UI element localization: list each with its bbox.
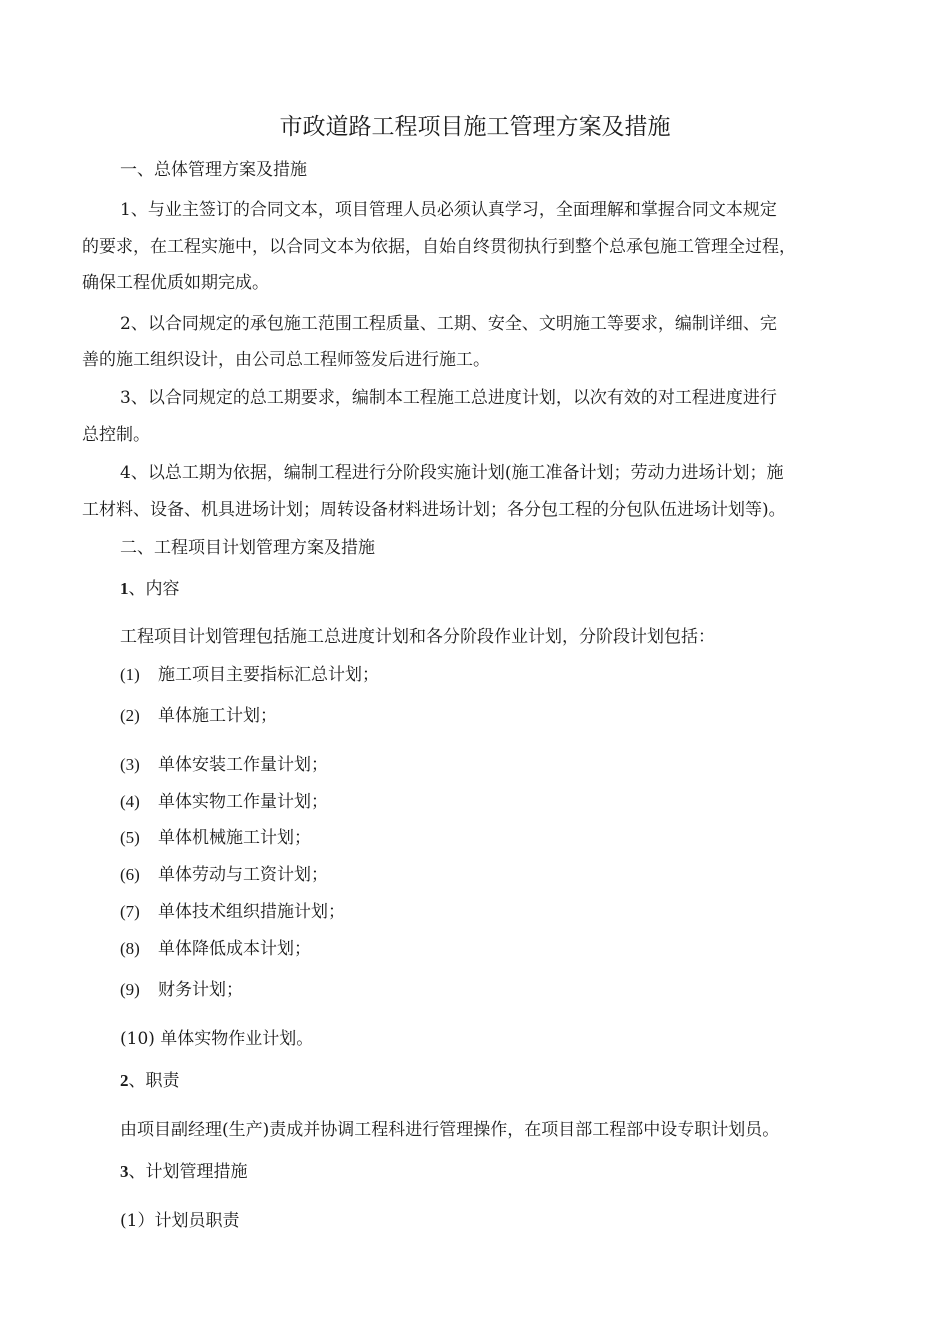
- paragraph-line: 工材料、设备、机具进场计划；周转设备材料进场计划；各分包工程的分包队伍进场计划等)。: [82, 500, 786, 520]
- subsection-number: 2: [120, 1071, 129, 1090]
- list-item-number: (8): [120, 939, 140, 958]
- list-item-text: 财务计划；: [158, 980, 243, 1000]
- paragraph-line: 2、以合同规定的承包施工范围工程质量、工期、安全、文明施工等要求，编制详细、完: [120, 314, 777, 334]
- list-item: [120, 663, 379, 687]
- paragraph-line: 确保工程优质如期完成。: [82, 273, 269, 293]
- list-item-number: (7): [120, 902, 140, 921]
- list-item: [120, 978, 243, 1002]
- list-item-text: 单体安装工作量计划；: [158, 755, 328, 775]
- sub-subsection-heading: (1）计划员职责: [120, 1211, 240, 1231]
- subsection-number: 1: [120, 579, 129, 598]
- list-item: [120, 704, 277, 728]
- list-item-text: 单体施工计划；: [158, 706, 277, 726]
- paragraph-line: 4、以总工期为依据，编制工程进行分阶段实施计划(施工准备计划；劳动力进场计划；施: [120, 463, 784, 483]
- paragraph-line: 善的施工组织设计，由公司总工程师签发后进行施工。: [82, 350, 490, 370]
- section-heading: 一、总体管理方案及措施: [120, 160, 307, 180]
- list-item-number: (1): [120, 665, 140, 684]
- subsection-number: 3: [120, 1162, 129, 1181]
- list-item: [120, 900, 345, 924]
- section-heading: 二、工程项目计划管理方案及措施: [120, 538, 375, 558]
- paragraph-line: 由项目副经理(生产)责成并协调工程科进行管理操作，在项目部工程部中设专职计划员。: [120, 1120, 780, 1140]
- subsection-title: 、内容: [128, 579, 180, 599]
- subsection-heading: [120, 1160, 248, 1184]
- list-item: [120, 937, 311, 961]
- list-item-number: (3): [120, 755, 140, 774]
- paragraph-line: 总控制。: [82, 425, 150, 445]
- subsection-title: 、计划管理措施: [128, 1162, 248, 1182]
- list-item-number: (2): [120, 706, 140, 725]
- paragraph-line: 工程项目计划管理包括施工总进度计划和各分阶段作业计划，分阶段计划包括：: [120, 627, 715, 647]
- list-item: [120, 790, 328, 814]
- subsection-title: 、职责: [128, 1071, 180, 1091]
- paragraph-line: 1、与业主签订的合同文本，项目管理人员必须认真学习，全面理解和掌握合同文本规定: [120, 200, 777, 220]
- list-item-number: (6): [120, 865, 140, 884]
- subsection-heading: [120, 577, 180, 601]
- page-title: 市政道路工程项目施工管理方案及措施: [279, 114, 671, 140]
- list-item-number: (5): [120, 828, 140, 847]
- list-item: [120, 863, 328, 887]
- list-item-text: 单体降低成本计划；: [158, 939, 311, 959]
- list-item: [120, 826, 311, 850]
- subsection-heading: [120, 1069, 180, 1093]
- list-item-number: (4): [120, 792, 140, 811]
- paragraph-line: 的要求，在工程实施中，以合同文本为依据，自始自终贯彻执行到整个总承包施工管理全过程，: [82, 237, 796, 257]
- list-item-text: 单体机械施工计划；: [158, 828, 311, 848]
- paragraph-line: 3、以合同规定的总工期要求，编制本工程施工总进度计划，以次有效的对工程进度进行: [120, 388, 777, 408]
- list-item-text: 单体技术组织措施计划；: [158, 902, 345, 922]
- list-item: [120, 753, 328, 777]
- list-item-text: 施工项目主要指标汇总计划；: [158, 665, 379, 685]
- list-item-text: 单体劳动与工资计划；: [158, 865, 328, 885]
- list-item-text: 单体实物工作量计划；: [158, 792, 328, 812]
- list-item-number: (9): [120, 980, 140, 999]
- list-item: (10) 单体实物作业计划。: [120, 1029, 314, 1049]
